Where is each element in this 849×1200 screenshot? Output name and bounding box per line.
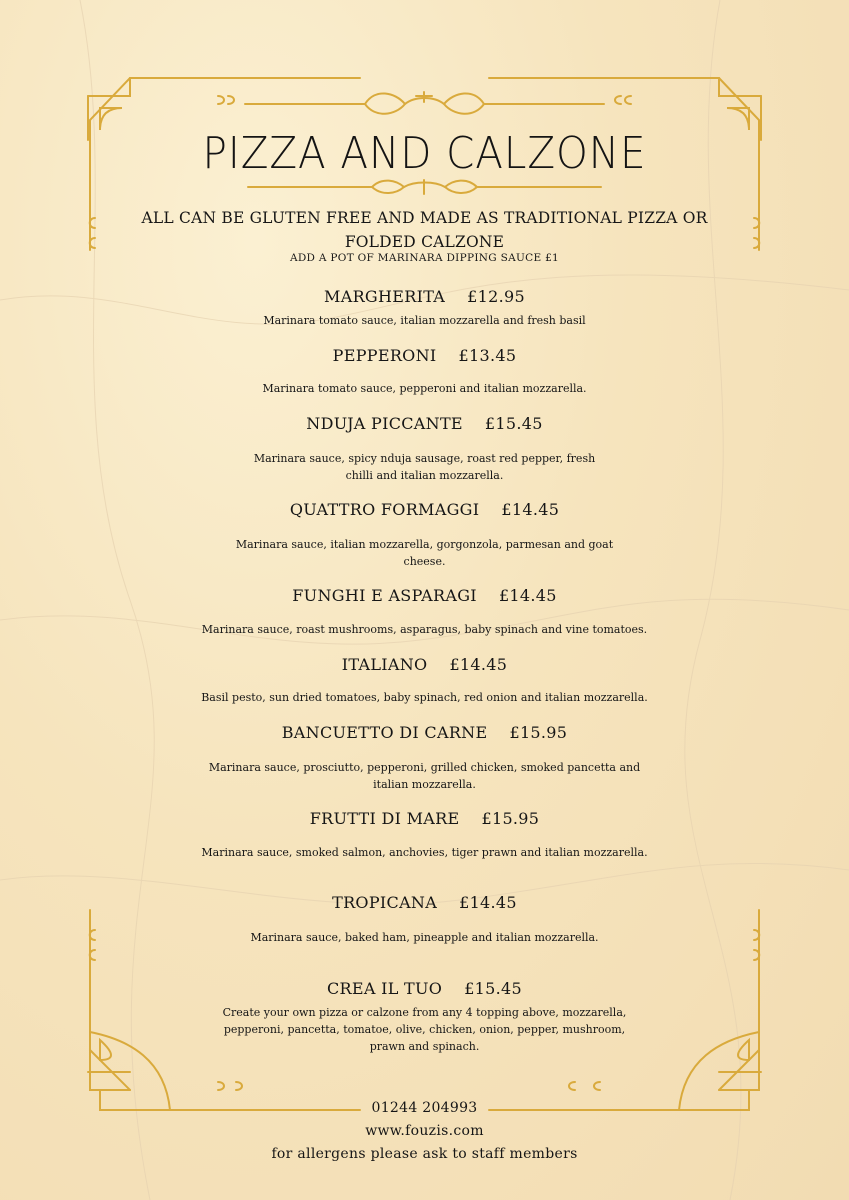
- item-price: £15.45: [484, 414, 543, 433]
- menu-item-name: [0, 287, 849, 306]
- item-name: NDUJA PICCANTE: [306, 414, 463, 433]
- item-price: £14.45: [498, 586, 557, 605]
- menu-item-name: [0, 414, 849, 433]
- item-price: £12.95: [467, 287, 525, 306]
- menu-item-description: Marinara sauce, baked ham, pineapple and italian mozzarella.: [250, 931, 599, 944]
- menu-item-name: [0, 586, 849, 605]
- item-name: FRUTTI DI MARE: [309, 809, 460, 828]
- menu-item-name: [0, 346, 849, 365]
- item-name: TROPICANA: [332, 893, 438, 912]
- item-price: £15.95: [509, 723, 568, 742]
- item-name: CREA IL TUO: [326, 979, 443, 998]
- menu-item-name: [0, 979, 849, 998]
- menu-item-description: Marinara sauce, smoked salmon, anchovies, tiger prawn and italian mozzarella.: [201, 846, 648, 859]
- menu-item-description: Marinara tomato sauce, pepperoni and italian mozzarella.: [262, 382, 587, 395]
- menu-item-description: Marinara sauce, prosciutto, pepperoni, grilled chicken, smoked pancetta and italian mozzarella.: [208, 761, 641, 791]
- menu-title: PIZZA AND CALZONE: [202, 128, 647, 179]
- menu-subtitle: ALL CAN BE GLUTEN FREE AND MADE AS TRADITIONAL PIZZA OR FOLDED CALZONE: [141, 209, 708, 251]
- footer-website: www.fouzis.com: [365, 1123, 484, 1139]
- menu-item-name: [0, 893, 849, 912]
- item-price: £15.95: [481, 809, 540, 828]
- item-name: QUATTRO FORMAGGI: [289, 500, 480, 519]
- item-name: FUNGHI E ASPARAGI: [292, 586, 477, 605]
- menu-item-description: Basil pesto, sun dried tomatoes, baby spinach, red onion and italian mozzarella.: [201, 691, 648, 704]
- menu-item-description: Create your own pizza or calzone from any 4 topping above, mozzarella, pepperoni, pancetta, tomatoe, olive, chicken, onion, pepper, mushroom, prawn and spinach.: [222, 1006, 627, 1053]
- dipping-sauce-note: ADD A POT OF MARINARA DIPPING SAUCE £1: [289, 252, 560, 264]
- footer-allergens: for allergens please ask to staff members: [271, 1146, 578, 1162]
- menu-item-name: [0, 500, 849, 519]
- menu-item-description: Marinara sauce, roast mushrooms, asparagus, baby spinach and vine tomatoes.: [201, 623, 648, 636]
- menu-item-name: [0, 809, 849, 828]
- item-price: £14.45: [449, 655, 508, 674]
- menu-item-name: [0, 655, 849, 674]
- menu-item-description: Marinara sauce, spicy nduja sausage, roast red pepper, fresh chilli and italian mozzarella.: [253, 452, 596, 482]
- item-name: MARGHERITA: [324, 287, 446, 306]
- item-name: BANCUETTO DI CARNE: [281, 723, 488, 742]
- menu-item-name: [0, 723, 849, 742]
- footer-phone: 01244 204993: [371, 1100, 478, 1116]
- menu-item-description: Marinara tomato sauce, italian mozzarella and fresh basil: [263, 314, 586, 327]
- item-price: £14.45: [501, 500, 560, 519]
- item-name: PEPPERONI: [332, 346, 437, 365]
- menu-item-description: Marinara sauce, italian mozzarella, gorgonzola, parmesan and goat cheese.: [235, 538, 614, 568]
- item-price: £15.45: [464, 979, 522, 998]
- item-price: £13.45: [458, 346, 517, 365]
- item-price: £14.45: [459, 893, 517, 912]
- item-name: ITALIANO: [341, 655, 428, 674]
